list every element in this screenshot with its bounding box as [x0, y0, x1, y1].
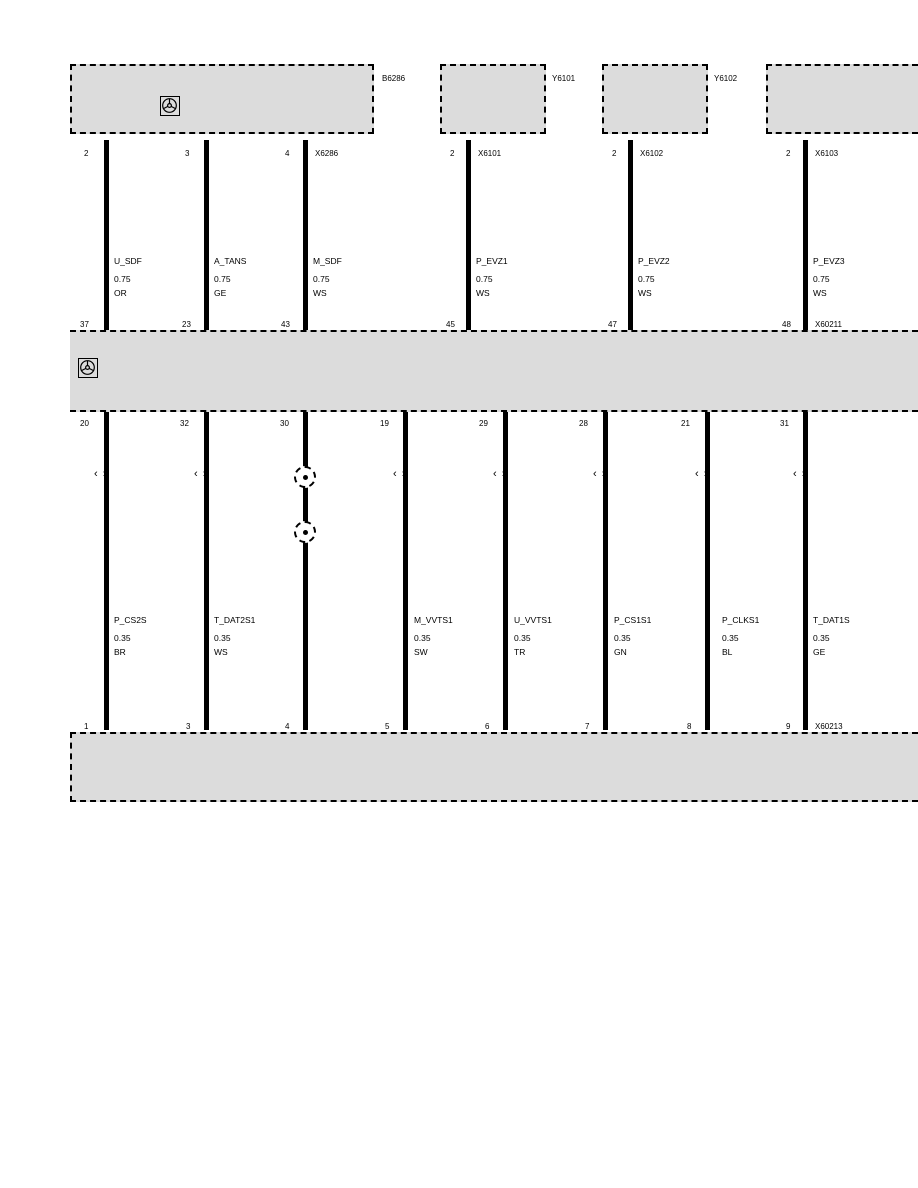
- wire-color-l6: TR: [514, 647, 526, 657]
- wire-size-l6: 0.35: [514, 633, 531, 643]
- pin-bottom-l7: 8: [687, 722, 692, 731]
- pin-bottom-l2: 3: [186, 722, 191, 731]
- wire-p-cs1s1: [705, 412, 710, 730]
- wire-u-sdf: [104, 140, 109, 330]
- wire-color-4: WS: [476, 288, 490, 298]
- wire-a-tans: [204, 140, 209, 330]
- module-id-y6101: Y6101: [552, 74, 576, 83]
- signal-name-3: M_SDF: [313, 256, 342, 266]
- module-box-y6101: [440, 64, 546, 134]
- pin-bottom-l3: 4: [285, 722, 290, 731]
- steering-wheel-icon-center: [78, 358, 98, 378]
- pin-top-1: 2: [84, 149, 89, 158]
- pin-top-l4: 19: [380, 419, 389, 428]
- wire-break-marker-l2: ‹ ›: [194, 468, 208, 480]
- pin-bottom-6: 48: [782, 320, 791, 329]
- wire-p-clks1: [803, 412, 808, 730]
- pin-top-6: 2: [786, 149, 791, 158]
- signal-name-l9: T_DAT1S: [813, 615, 850, 625]
- wire-size-4: 0.75: [476, 274, 493, 284]
- center-module-band: [70, 330, 918, 412]
- signal-name-l8: P_CLKS1: [722, 615, 760, 625]
- bottom-module-box: [70, 732, 918, 802]
- wire-size-2: 0.75: [214, 274, 231, 284]
- connector-x6101: X6101: [478, 149, 502, 158]
- connector-x6103: X6103: [815, 149, 839, 158]
- wire-color-1: OR: [114, 288, 127, 298]
- wire-color-l5: SW: [414, 647, 428, 657]
- wire-size-l9: 0.35: [813, 633, 830, 643]
- pin-bottom-3: 43: [281, 320, 290, 329]
- signal-name-2: A_TANS: [214, 256, 247, 266]
- pin-bottom-l5: 6: [485, 722, 490, 731]
- wire-size-l5: 0.35: [414, 633, 431, 643]
- wire-size-l8: 0.35: [722, 633, 739, 643]
- signal-name-l7: P_CS1S1: [614, 615, 652, 625]
- wire-color-l7: GN: [614, 647, 627, 657]
- wire-color-3: WS: [313, 288, 327, 298]
- pin-top-l7: 21: [681, 419, 690, 428]
- wire-m-vvts1: [503, 412, 508, 730]
- signal-name-l1: P_CS2S: [114, 615, 147, 625]
- wire-size-3: 0.75: [313, 274, 330, 284]
- signal-name-l5: M_VVTS1: [414, 615, 453, 625]
- wire-size-l7: 0.35: [614, 633, 631, 643]
- splice-node-upper: [294, 466, 316, 488]
- signal-name-5: P_EVZ2: [638, 256, 670, 266]
- wire-color-2: GE: [214, 288, 227, 298]
- pin-top-2: 3: [185, 149, 190, 158]
- signal-name-l2: T_DAT2S1: [214, 615, 256, 625]
- wire-p-evz3: [803, 140, 808, 330]
- wire-color-l8: BL: [722, 647, 733, 657]
- wire-col3: [303, 412, 308, 730]
- connector-x6286: X6286: [315, 149, 339, 158]
- signal-name-4: P_EVZ1: [476, 256, 508, 266]
- wire-u-vvts1: [603, 412, 608, 730]
- wire-color-l2: WS: [214, 647, 228, 657]
- pin-bottom-4: 45: [446, 320, 455, 329]
- module-box-right: [766, 64, 918, 134]
- wire-break-marker-l1: ‹ ›: [94, 468, 108, 480]
- wire-size-l2: 0.35: [214, 633, 231, 643]
- pin-top-l2: 32: [180, 419, 189, 428]
- pin-top-5: 2: [612, 149, 617, 158]
- pin-top-l5: 29: [479, 419, 488, 428]
- wire-m-sdf: [303, 140, 308, 330]
- splice-node-lower: [294, 521, 316, 543]
- connector-x60213: X60213: [815, 722, 843, 731]
- wire-break-marker-l8: ‹ ›: [793, 468, 807, 480]
- wire-color-6: WS: [813, 288, 827, 298]
- steering-wheel-icon: [160, 96, 180, 116]
- wire-size-l1: 0.35: [114, 633, 131, 643]
- pin-top-l1: 20: [80, 419, 89, 428]
- pin-bottom-l1: 1: [84, 722, 89, 731]
- wire-size-5: 0.75: [638, 274, 655, 284]
- pin-bottom-1: 37: [80, 320, 89, 329]
- module-box-b6286: [70, 64, 374, 134]
- wire-break-marker-l7: ‹ ›: [695, 468, 709, 480]
- wire-color-l1: BR: [114, 647, 126, 657]
- pin-bottom-2: 23: [182, 320, 191, 329]
- pin-top-l3: 30: [280, 419, 289, 428]
- pin-bottom-5: 47: [608, 320, 617, 329]
- pin-bottom-l4: 5: [385, 722, 390, 731]
- wire-break-marker-l6: ‹ ›: [593, 468, 607, 480]
- pin-bottom-l8: 9: [786, 722, 791, 731]
- signal-name-l6: U_VVTS1: [514, 615, 552, 625]
- wire-p-cs2s: [104, 412, 109, 730]
- wire-size-1: 0.75: [114, 274, 131, 284]
- pin-top-3: 4: [285, 149, 290, 158]
- signal-name-1: U_SDF: [114, 256, 142, 266]
- connector-x60211: X60211: [815, 320, 842, 329]
- module-id-b6286: B6286: [382, 74, 406, 83]
- pin-bottom-l6: 7: [585, 722, 590, 731]
- wire-p-evz1: [466, 140, 471, 330]
- signal-name-6: P_EVZ3: [813, 256, 845, 266]
- wire-t-dat2s1: [204, 412, 209, 730]
- wire-col4: [403, 412, 408, 730]
- wire-break-marker-l5: ‹ ›: [493, 468, 507, 480]
- connector-x6102: X6102: [640, 149, 664, 158]
- wire-break-marker-l4: ‹ ›: [393, 468, 407, 480]
- pin-top-l6: 28: [579, 419, 588, 428]
- pin-top-l8: 31: [780, 419, 789, 428]
- wire-color-l9: GE: [813, 647, 826, 657]
- wire-size-6: 0.75: [813, 274, 830, 284]
- module-box-y6102: [602, 64, 708, 134]
- pin-top-4: 2: [450, 149, 455, 158]
- wire-color-5: WS: [638, 288, 652, 298]
- module-id-y6102: Y6102: [714, 74, 738, 83]
- wire-p-evz2: [628, 140, 633, 330]
